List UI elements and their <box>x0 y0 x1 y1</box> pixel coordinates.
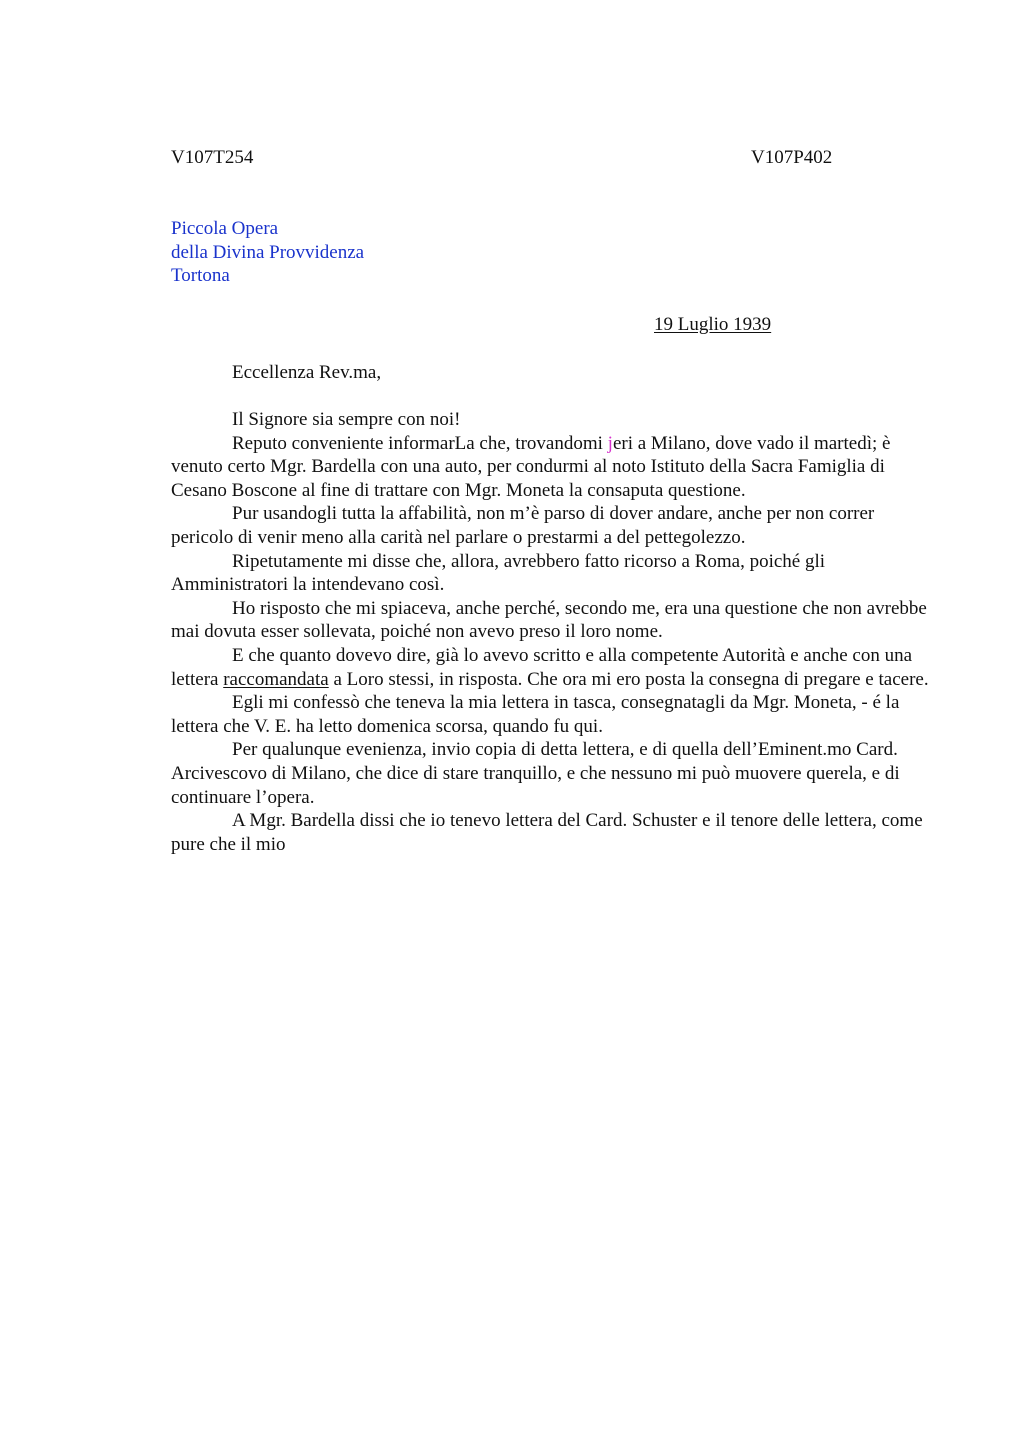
highlighted-letter: j <box>607 432 613 454</box>
letterhead-line-3: Tortona <box>171 265 230 287</box>
paragraph-6-text-b: a Loro stessi, in risposta. Che ora mi ero posta la consegna di pregare e tacere. <box>328 668 929 690</box>
paragraph-7: Egli mi confessò che teneva la mia lettera in tasca, consegnatagli da Mgr. Moneta, - é la lettera che V. E. ha letto domenica scorsa, quando fu qui. <box>171 692 900 737</box>
paragraph-1: Il Signore sia sempre con noi! <box>232 409 461 430</box>
paragraph-8: Per qualunque evenienza, invio copia di detta lettera, e di quella dell’Eminent.mo Card. Arcivescovo di Milano, che dice di stare tranquillo, e che nessuno mi può muovere querela, e di continuare l’opera. <box>171 739 900 808</box>
document-code-left: V107T254 <box>171 147 254 168</box>
paragraph-6 <box>171 644 931 691</box>
paragraph-2-text-a: Reputo conveniente informarLa che, trovandomi <box>232 432 608 454</box>
paragraph-2 <box>171 432 931 503</box>
letterhead-line-1: Piccola Opera <box>171 218 279 239</box>
paragraph-2-text-b: eri a Milano, dove vado il martedì; è venuto certo Mgr. Bardella con una auto, per condurmi al noto Istituto della Sacra Famiglia di Cesano Boscone al fine di trattare con Mgr. Moneta la consaputa questione. <box>171 432 891 501</box>
paragraph-5: Ho risposto che mi spiaceva, anche perché, secondo me, era una questione che non avrebbe mai dovuta esser sollevata, poiché non avevo preso il loro nome. <box>171 597 927 643</box>
document-code-right: V107P402 <box>751 147 833 168</box>
letter-date: 19 Luglio 1939 <box>654 314 772 335</box>
paragraph-9: A Mgr. Bardella dissi che io tenevo lettera del Card. Schuster e il tenore delle lettera, come pure che il mio <box>171 810 923 855</box>
letterhead <box>171 217 364 288</box>
letter-body <box>171 408 931 856</box>
paragraph-6-text-a: E che quanto dovevo dire, già lo avevo scritto e alla competente Autorità e anche con una lettera <box>171 644 913 690</box>
underlined-word: raccomandata <box>223 668 329 690</box>
paragraph-3: Pur usandogli tutta la affabilità, non m’è parso di dover andare, anche per non correr pericolo di venir meno alla carità nel parlare o prestarmi a del pettegolezzo. <box>171 503 875 548</box>
paragraph-4: Ripetutamente mi disse che, allora, avrebbero fatto ricorso a Roma, poiché gli Amministratori la intendevano così. <box>171 550 826 596</box>
letterhead-line-2: della Divina Provvidenza <box>171 241 365 263</box>
salutation: Eccellenza Rev.ma, <box>232 362 382 383</box>
